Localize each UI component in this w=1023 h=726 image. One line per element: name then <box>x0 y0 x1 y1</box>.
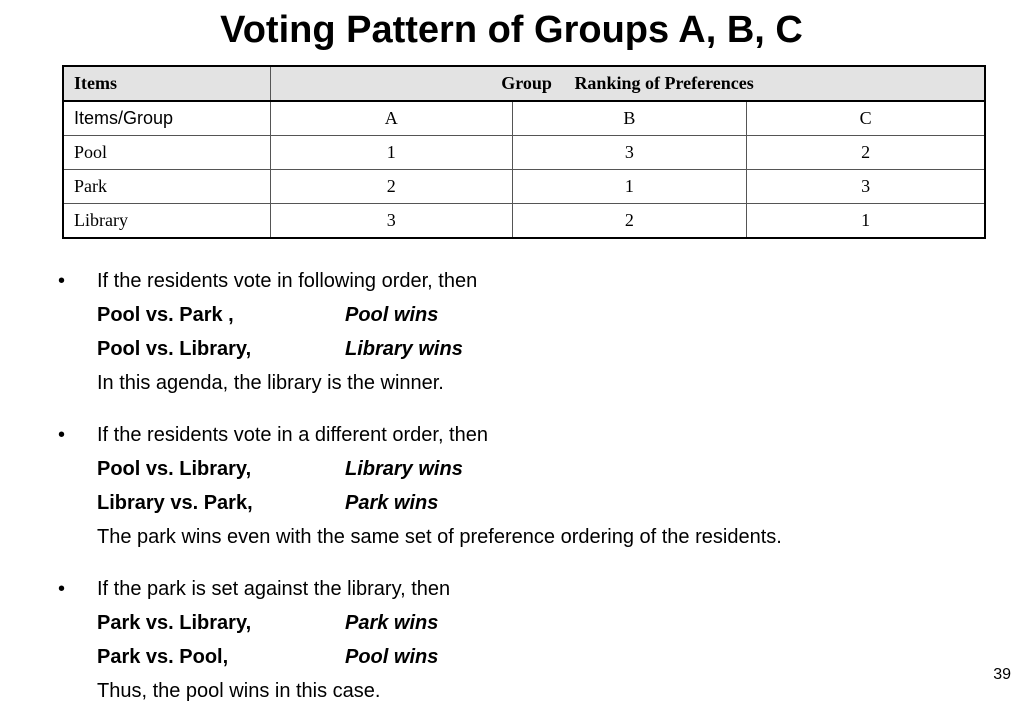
bullet-dot: • <box>58 270 66 292</box>
table-row <box>63 204 985 239</box>
row-label: Park <box>63 170 271 204</box>
header-group-ranking <box>271 66 986 101</box>
matchup-line <box>58 298 998 332</box>
bullet-list <box>58 264 998 726</box>
table-header-row <box>63 66 985 101</box>
matchup-line <box>58 452 998 486</box>
matchup-pair: Park vs. Pool, <box>97 646 229 668</box>
matchup-line <box>58 640 998 674</box>
header-items: Items <box>63 66 271 101</box>
bullet-conclusion: The park wins even with the same set of preference ordering of the residents. <box>97 526 782 548</box>
table-row <box>63 170 985 204</box>
preference-table <box>62 65 986 239</box>
page-number: 39 <box>993 666 1011 683</box>
matchup-pair: Pool vs. Library, <box>97 458 252 480</box>
cell-b: 1 <box>512 170 747 204</box>
cell-c: 3 <box>747 170 985 204</box>
matchup-line <box>58 606 998 640</box>
header-ranking: Ranking of Preferences <box>574 73 754 93</box>
bullet-intro: If the residents vote in following order, then <box>97 270 478 292</box>
row-label: Pool <box>63 136 271 170</box>
bullet-intro: If the residents vote in a different order, then <box>97 424 488 446</box>
bullet-conclusion: In this agenda, the library is the winner. <box>97 372 444 394</box>
bullet-block <box>58 572 998 708</box>
matchup-pair: Library vs. Park, <box>97 492 253 514</box>
matchup-pair: Pool vs. Library, <box>97 338 252 360</box>
cell-b: B <box>512 101 747 136</box>
table-row <box>63 101 985 136</box>
header-group: Group <box>501 73 552 93</box>
row-label: Library <box>63 204 271 239</box>
bullet-dot: • <box>58 578 66 600</box>
matchup-result: Park wins <box>345 612 439 634</box>
bullet-conclusion: Thus, the pool wins in this case. <box>97 680 381 702</box>
matchup-result: Park wins <box>345 492 439 514</box>
bullet-dot: • <box>58 424 66 446</box>
matchup-pair: Pool vs. Park , <box>97 304 234 326</box>
cell-a: 3 <box>271 204 513 239</box>
cell-b: 2 <box>512 204 747 239</box>
cell-a: 1 <box>271 136 513 170</box>
cell-a: A <box>271 101 513 136</box>
matchup-result: Library wins <box>345 458 463 480</box>
slide-title: Voting Pattern of Groups A, B, C <box>220 9 803 51</box>
cell-b: 3 <box>512 136 747 170</box>
matchup-line <box>58 486 998 520</box>
cell-c: C <box>747 101 985 136</box>
matchup-pair: Park vs. Library, <box>97 612 252 634</box>
matchup-result: Pool wins <box>345 646 439 668</box>
matchup-result: Library wins <box>345 338 463 360</box>
table-row <box>63 136 985 170</box>
cell-c: 1 <box>747 204 985 239</box>
cell-c: 2 <box>747 136 985 170</box>
bullet-intro: If the park is set against the library, then <box>97 578 451 600</box>
bullet-block <box>58 264 998 400</box>
row-label: Items/Group <box>63 101 271 136</box>
matchup-result: Pool wins <box>345 304 439 326</box>
matchup-line <box>58 332 998 366</box>
bullet-block <box>58 418 998 554</box>
cell-a: 2 <box>271 170 513 204</box>
